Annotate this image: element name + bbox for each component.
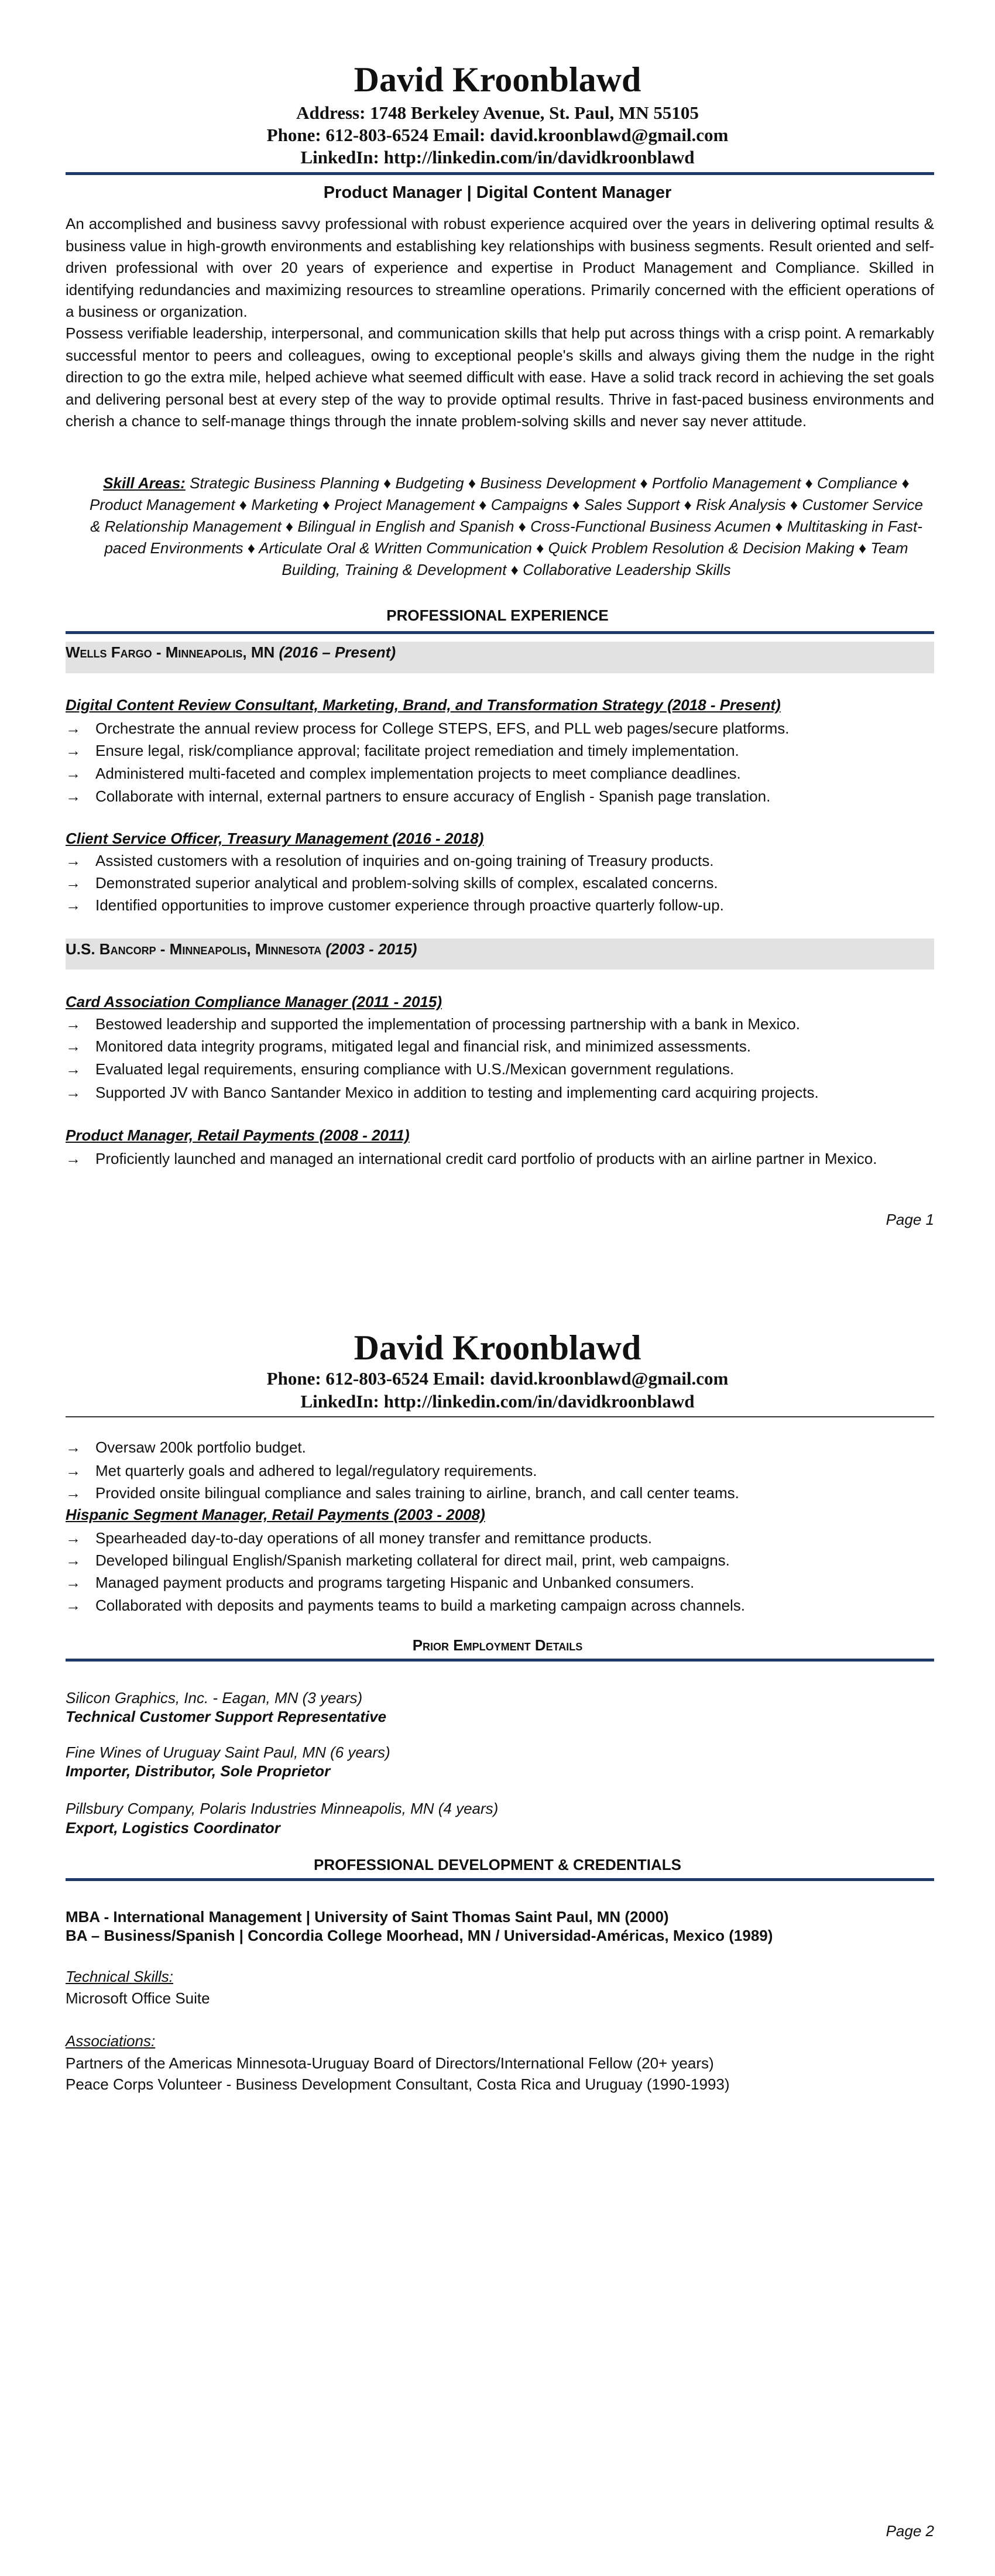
arrow-icon: → bbox=[66, 1084, 81, 1101]
arrow-icon: → bbox=[66, 1150, 81, 1167]
arrow-icon: → bbox=[66, 1015, 81, 1033]
bullet-item: → Monitored data integrity programs, mitigated legal and financial risk, and minimized assessments. bbox=[66, 1036, 934, 1057]
bullet-item: → Developed bilingual English/Spanish marketing collateral for direct mail, print, web campaigns. bbox=[66, 1550, 934, 1571]
arrow-icon: → bbox=[66, 874, 81, 892]
arrow-icon: → bbox=[66, 787, 81, 805]
employer-dates: (2003 - 2015) bbox=[325, 940, 417, 958]
bullet-item: → Evaluated legal requirements, ensuring compliance with U.S./Mexican government regulations. bbox=[66, 1059, 934, 1080]
technical-skills-value: Microsoft Office Suite bbox=[66, 1989, 210, 2007]
bullet-item: → Supported JV with Banco Santander Mexico in addition to testing and implementing card acquiring projects. bbox=[66, 1082, 934, 1104]
arrow-icon: → bbox=[66, 742, 81, 759]
employer-heading bbox=[66, 938, 417, 960]
employer-heading bbox=[66, 642, 396, 663]
header-divider bbox=[66, 172, 934, 175]
arrow-icon: → bbox=[66, 852, 81, 869]
arrow-icon: → bbox=[66, 1438, 81, 1456]
bullet-item: → Bestowed leadership and supported the implementation of processing partnership with a bank in Mexico. bbox=[66, 1013, 934, 1035]
bullet-item: → Oversaw 200k portfolio budget. bbox=[66, 1437, 934, 1458]
prior-role: Technical Customer Support Representative bbox=[66, 1708, 387, 1725]
arrow-icon: → bbox=[66, 1574, 81, 1591]
section-heading-prior-employment: Prior Employment Details bbox=[412, 1636, 583, 1654]
arrow-icon: → bbox=[66, 720, 81, 737]
section-divider bbox=[66, 631, 934, 634]
arrow-icon: → bbox=[66, 896, 81, 914]
prior-company: Pillsbury Company, Polaris Industries Minneapolis, MN (4 years) bbox=[66, 1800, 499, 1817]
association-item: Partners of the Americas Minnesota-Uruguay Board of Directors/International Fellow (20+ years) bbox=[66, 2054, 714, 2072]
job-title: Product Manager, Retail Payments (2008 - 2011) bbox=[66, 1126, 410, 1144]
arrow-icon: → bbox=[66, 1484, 81, 1502]
bullet-item: → Collaborate with internal, external partners to ensure accuracy of English - Spanish page translation. bbox=[66, 786, 934, 807]
job-title: Hispanic Segment Manager, Retail Payments (2003 - 2008) bbox=[66, 1506, 485, 1523]
address: Address: 1748 Berkeley Avenue, St. Paul, MN 55105 bbox=[296, 102, 699, 123]
skill-areas-label: Skill Areas: bbox=[103, 474, 186, 492]
bullet-item: → Demonstrated superior analytical and problem-solving skills of complex, escalated concerns. bbox=[66, 872, 934, 894]
bullet-item: → Provided onsite bilingual compliance and sales training to airline, branch, and call center teams. bbox=[66, 1482, 934, 1504]
candidate-name: David Kroonblawd bbox=[354, 60, 641, 99]
arrow-icon: → bbox=[66, 1597, 81, 1614]
page-number: Page 2 bbox=[886, 2522, 934, 2540]
bullet-item: → Administered multi-faceted and complex implementation projects to meet compliance deadlines. bbox=[66, 763, 934, 785]
bullet-item: → Collaborated with deposits and payments teams to build a marketing campaign across channels. bbox=[66, 1595, 934, 1616]
job-title: Client Service Officer, Treasury Management (2016 - 2018) bbox=[66, 830, 484, 847]
headline: Product Manager | Digital Content Manager bbox=[323, 183, 672, 202]
bullet-item: → Orchestrate the annual review process for College STEPS, EFS, and PLL web pages/secure platforms. bbox=[66, 718, 934, 739]
arrow-icon: → bbox=[66, 1551, 81, 1569]
prior-company: Fine Wines of Uruguay Saint Paul, MN (6 years) bbox=[66, 1743, 390, 1761]
skill-areas-list: Strategic Business Planning ♦ Budgeting ♦ Business Development ♦ Portfolio Management ♦ Compliance ♦ Product Management ♦ Marketing ♦ Project Management ♦ Campaigns ♦ Sales Support ♦ Risk Analysis ♦ Customer Service & Relationship Management ♦ Bilingual in English and Spanish ♦ Cross-Functional Business Acumen ♦ Multitasking in Fast-paced Environments ♦ Articulate Oral & Written Communication ♦ Quick Problem Resolution & Decision Making ♦ Team Building, Training & Development ♦ Collaborative Leadership Skills bbox=[89, 474, 923, 578]
bullet-item: → Met quarterly goals and adhered to legal/regulatory requirements. bbox=[66, 1460, 934, 1482]
skill-areas bbox=[88, 472, 925, 581]
section-divider bbox=[66, 1878, 934, 1881]
arrow-icon: → bbox=[66, 1037, 81, 1055]
bullet-item: → Managed payment products and programs targeting Hispanic and Unbanked consumers. bbox=[66, 1572, 934, 1594]
employer-band bbox=[66, 938, 934, 970]
technical-skills-label: Technical Skills: bbox=[66, 1968, 174, 1985]
prior-role: Importer, Distributor, Sole Proprietor bbox=[66, 1762, 331, 1780]
page-number: Page 1 bbox=[886, 1211, 934, 1228]
employer-name: U.S. Bancorp - Minneapolis, Minnesota bbox=[66, 940, 322, 958]
prior-role: Export, Logistics Coordinator bbox=[66, 1819, 280, 1837]
section-heading-credentials: PROFESSIONAL DEVELOPMENT & CREDENTIALS bbox=[314, 1856, 681, 1873]
phone-email: Phone: 612-803-6524 Email: david.kroonblawd@gmail.com bbox=[266, 1368, 729, 1389]
arrow-icon: → bbox=[66, 1462, 81, 1479]
prior-company: Silicon Graphics, Inc. - Eagan, MN (3 years) bbox=[66, 1689, 363, 1707]
employer-name: Wells Fargo - Minneapolis, MN bbox=[66, 643, 275, 661]
education-item: BA – Business/Spanish | Concordia College Moorhead, MN / Universidad-Américas, Mexico (1989) bbox=[66, 1927, 773, 1944]
bullet-item: → Ensure legal, risk/compliance approval; facilitate project remediation and timely implementation. bbox=[66, 740, 934, 762]
employer-dates: (2016 – Present) bbox=[279, 643, 396, 661]
candidate-name: David Kroonblawd bbox=[354, 1328, 641, 1367]
job-title: Digital Content Review Consultant, Marketing, Brand, and Transformation Strategy (2018 - Present) bbox=[66, 696, 781, 714]
summary-paragraph: An accomplished and business savvy professional with robust experience acquired over the years in delivering optimal results & business value in high-growth environments and establishing key relationships with business segments. Result oriented and self-driven professional with over 20 years of experience and expertise in Product Management and Compliance. Skilled in identifying redundancies and maximizing resources to streamline operations. Primarily concerned with the efficient operations of a business or organization. bbox=[66, 215, 934, 320]
arrow-icon: → bbox=[66, 765, 81, 782]
section-divider bbox=[66, 1659, 934, 1662]
header-divider bbox=[66, 1416, 934, 1417]
linkedin-link[interactable]: LinkedIn: http://linkedin.com/in/davidkroonblawd bbox=[300, 1391, 695, 1412]
bullet-item: → Spearheaded day-to-day operations of all money transfer and remittance products. bbox=[66, 1527, 934, 1549]
bullet-item: → Identified opportunities to improve customer experience through proactive quarterly follow-up. bbox=[66, 895, 934, 916]
association-item: Peace Corps Volunteer - Business Development Consultant, Costa Rica and Uruguay (1990-1993) bbox=[66, 2075, 730, 2093]
phone-email: Phone: 612-803-6524 Email: david.kroonblawd@gmail.com bbox=[266, 125, 729, 145]
education-item: MBA - International Management | University of Saint Thomas Saint Paul, MN (2000) bbox=[66, 1908, 669, 1926]
summary-paragraph: Possess verifiable leadership, interpersonal, and communication skills that help put across things with a crisp point. A remarkably successful mentor to peers and colleagues, owing to exceptional people's skills and always giving them the nudge in the right direction to go the extra mile, helped achieve what seemed difficult with ease. Have a solid track record in achieving the set goals and delivering personal best at every step of the way to provide optimal results. Thrive in fast-paced business environments and cherish a chance to self-manage things through the innate problem-solving skills and never say never attitude. bbox=[66, 324, 934, 430]
arrow-icon: → bbox=[66, 1529, 81, 1547]
bullet-item: → Proficiently launched and managed an international credit card portfolio of products with an airline partner in Mexico. bbox=[66, 1147, 934, 1170]
bullet-item: → Assisted customers with a resolution of inquiries and on-going training of Treasury products. bbox=[66, 850, 934, 872]
employer-band bbox=[66, 642, 934, 673]
linkedin-link[interactable]: LinkedIn: http://linkedin.com/in/davidkroonblawd bbox=[300, 147, 695, 167]
arrow-icon: → bbox=[66, 1060, 81, 1078]
associations-label: Associations: bbox=[66, 2032, 156, 2050]
section-heading-experience: PROFESSIONAL EXPERIENCE bbox=[386, 607, 609, 624]
job-title: Card Association Compliance Manager (2011 - 2015) bbox=[66, 993, 442, 1010]
